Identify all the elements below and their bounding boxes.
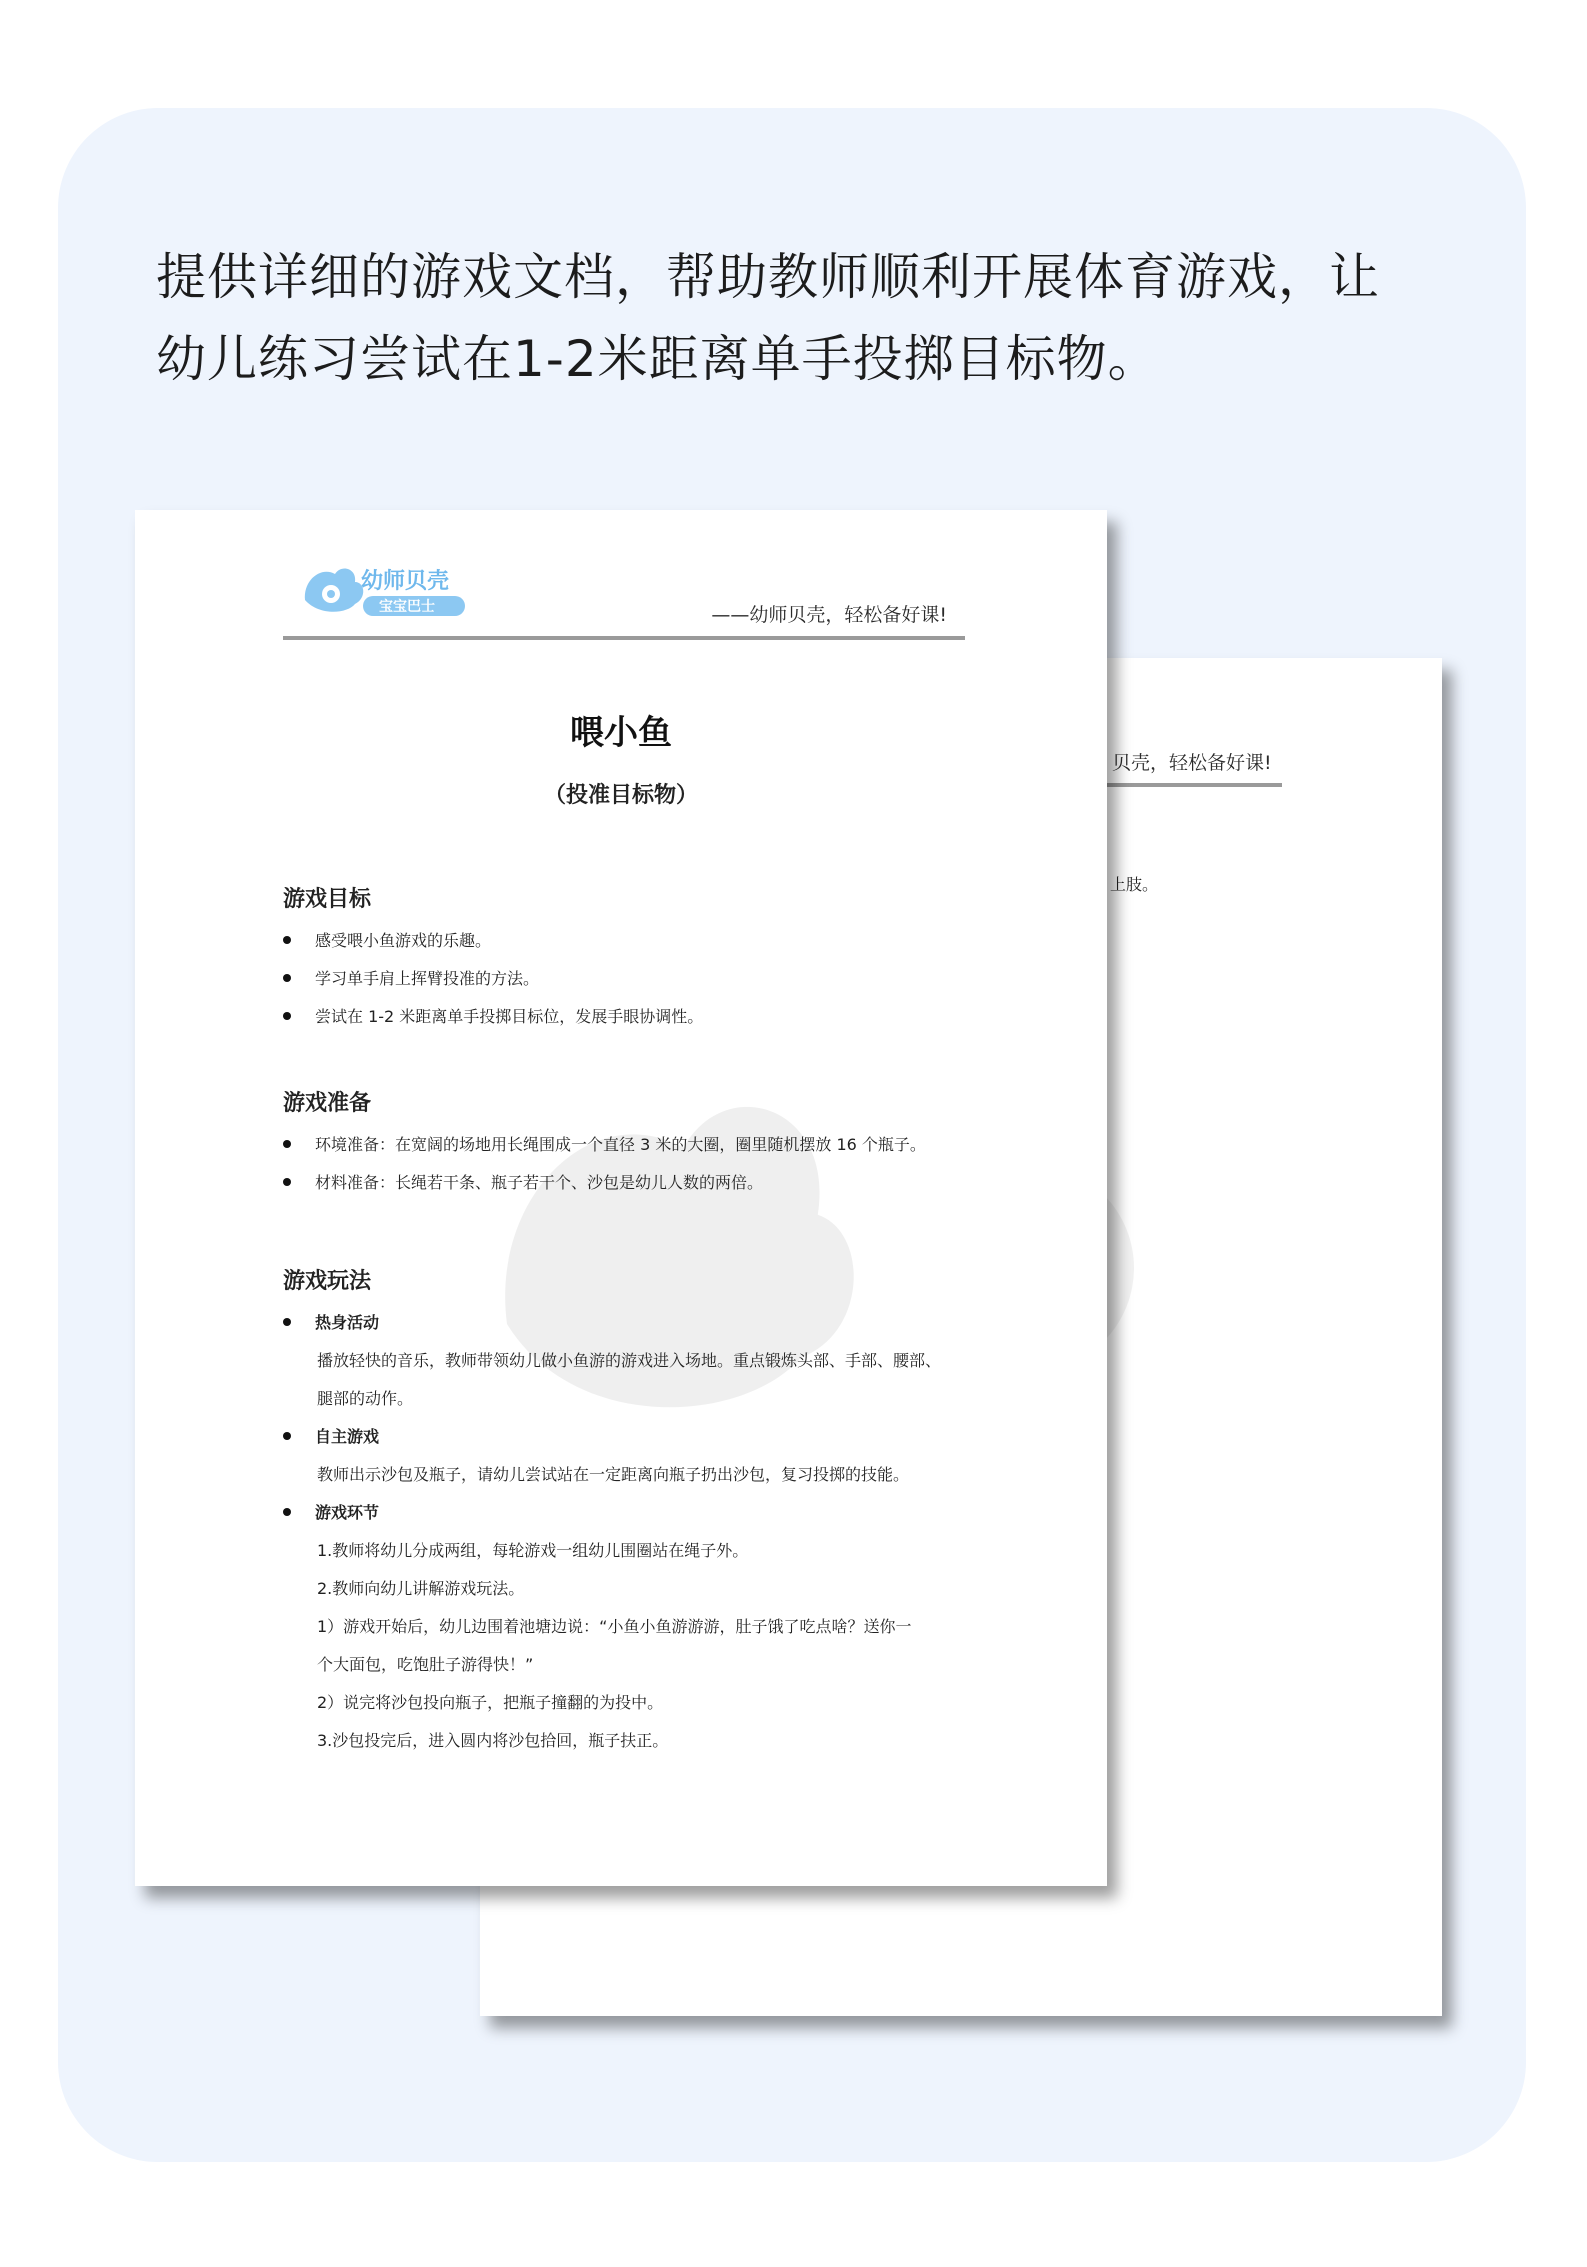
list-item: 学习单手肩上挥臂投准的方法。 xyxy=(283,966,539,989)
paragraph-line: 腿部的动作。 xyxy=(317,1389,414,1408)
bullet-icon xyxy=(283,974,291,982)
back-slogan: 贝壳，轻松备好课! xyxy=(1112,752,1272,774)
list-item-free: 自主游戏 xyxy=(283,1424,379,1447)
bullet-icon xyxy=(283,1012,291,1020)
bullet-icon xyxy=(283,1178,291,1186)
paragraph-line: 2.教师向幼儿讲解游戏玩法。 xyxy=(317,1579,525,1598)
back-body-fragment: 上肢。 xyxy=(1110,875,1159,894)
bullet-icon xyxy=(283,1432,291,1440)
headline-line-2: 幼儿练习尝试在1-2米距离单手投掷目标物。 xyxy=(156,330,1159,388)
headline-line-1: 提供详细的游戏文档，帮助教师顺利开展体育游戏，让 xyxy=(156,248,1380,306)
paragraph-line: 2）说完将沙包投向瓶子，把瓶子撞翻的为投中。 xyxy=(317,1693,664,1712)
section-title-goals: 游戏目标 xyxy=(283,887,372,912)
section-title-prep: 游戏准备 xyxy=(283,1091,372,1116)
headline xyxy=(156,236,1446,400)
list-item-warmup: 热身活动 xyxy=(283,1310,379,1333)
paragraph-line: 播放轻快的音乐，教师带领幼儿做小鱼游的游戏进入场地。重点锻炼头部、手部、腰部、 xyxy=(317,1351,942,1370)
document-subtitle: （投准目标物） xyxy=(543,783,698,808)
paragraph-line: 3.沙包投完后，进入圆内将沙包拾回，瓶子扶正。 xyxy=(317,1731,669,1750)
header-slogan: ——幼师贝壳，轻松备好课! xyxy=(711,604,947,626)
bullet-icon xyxy=(283,936,291,944)
paragraph-line: 教师出示沙包及瓶子，请幼儿尝试站在一定距离向瓶子扔出沙包，复习投掷的技能。 xyxy=(317,1465,910,1484)
logo-subtext: 宝宝巴士 xyxy=(379,599,435,615)
paragraph-line: 个大面包，吃饱肚子游得快！” xyxy=(317,1655,534,1674)
list-item: 材料准备：长绳若干条、瓶子若干个、沙包是幼儿人数的两倍。 xyxy=(283,1170,763,1193)
list-item: 感受喂小鱼游戏的乐趣。 xyxy=(283,928,491,951)
bullet-icon xyxy=(283,1508,291,1516)
list-item: 尝试在 1-2 米距离单手投掷目标位，发展手眼协调性。 xyxy=(283,1004,703,1027)
brand-logo xyxy=(295,558,475,624)
list-item: 环境准备：在宽阔的场地用长绳围成一个直径 3 米的大圈，圈里随机摆放 16 个瓶子。 xyxy=(283,1132,926,1155)
list-item-round: 游戏环节 xyxy=(283,1500,379,1523)
paragraph-line: 1.教师将幼儿分成两组，每轮游戏一组幼儿围圈站在绳子外。 xyxy=(317,1541,749,1560)
bullet-icon xyxy=(283,1140,291,1148)
section-title-play: 游戏玩法 xyxy=(283,1269,372,1294)
logo-text: 幼师贝壳 xyxy=(361,569,450,594)
shell-icon xyxy=(305,568,363,611)
paragraph-line: 1）游戏开始后，幼儿边围着池塘边说：“小鱼小鱼游游游，肚子饿了吃点啥？送你一 xyxy=(317,1617,912,1636)
watermark-icon xyxy=(435,1030,915,1450)
header-rule xyxy=(283,636,965,640)
document-title: 喂小鱼 xyxy=(570,713,672,753)
document-page-front xyxy=(135,510,1107,1886)
bullet-icon xyxy=(283,1318,291,1326)
